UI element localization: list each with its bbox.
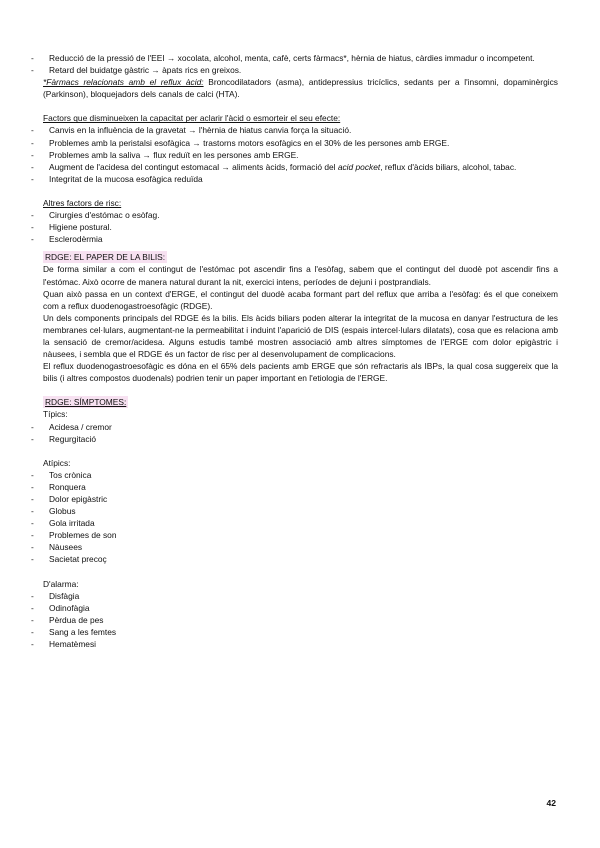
bilis-paragraph: Un dels components principals del RDGE és la bilis. Els àcids biliars poden alterar la integritat de la mucosa en danyar l'estructura de les membranes cel·lulars, augmentant-ne la permeabilitat i induint l'aparició de DIS (espais intercel·lulars dilatats), cosa que es relaciona amb la sensació de cremor/acidesa. Alguns estudis també mostren associació amb altres símptomes de l'ERGE com dolor epigàstric i nàusees, i sembla que el RDGE és un factor de risc per al desenvolupament de complicacions. [43,312,558,360]
bilis-paragraph: Quan això passa en un context d'ERGE, el contingut del duodè acaba formant part del reflux que arriba a l'esòfag: és el que coneixem com a reflux duodenogastroesofàgic (RDGE). [43,288,558,311]
list-item: - Nàusees [30,541,558,553]
altres-heading: Altres factors de risc: [43,197,122,208]
bilis-paragraph: De forma similar a com el contingut de l'estómac pot ascendir fins a l'esòfag, sabem que el contingut del duodè pot ascendir fins a l'estómac. Això ocorre de manera natural durant la nit, exercici intens, períodes de dejuni i postprandials. [43,264,558,287]
acid-item-prefix: Augment de l'acidesa del contingut estomacal → aliments àcids, formació del [49,161,338,172]
list-item [30,161,558,173]
list-item: - Globus [30,505,558,517]
list-item: - Canvis en la influència de la gravetat → l'hèrnia de hiatus canvia força la situació. [30,124,558,136]
list-item: - Higiene postural. [30,221,558,233]
bilis-heading: RDGE: EL PAPER DE LA BILIS: [45,252,166,263]
list-item: - Problemes amb la saliva → flux reduït en les persones amb ERGE. [30,149,558,161]
list-item: - Reducció de la pressió de l'EEI → xocolata, alcohol, menta, cafè, certs fàrmacs*, hèrnia de hiatus, càrdies immadur o incompetent. [30,52,558,64]
symptoms-heading: RDGE: SÍMPTOMES: [45,397,127,408]
drug-note [30,76,558,100]
factors-heading: Factors que disminueixen la capacitat per aclarir l'àcid o esmorteir el seu efecte: [43,113,341,124]
factors-list [30,124,558,184]
symptoms-heading-row [30,396,558,408]
list-item: - Cirurgies d'estómac o esòfag. [30,209,558,221]
list-item: - Hematèmesi [30,638,558,650]
list-item: - Odinofàgia [30,602,558,614]
bilis-heading-row [30,251,558,263]
list-item: - Sacietat precoç [30,553,558,565]
atypical-list [30,469,558,566]
altres-heading-row [30,197,558,209]
typical-label: Típics: [43,409,68,420]
list-item: - Problemes amb la peristalsi esofàgica → trastorns motors esofàgics en el 30% de les persones amb ERGE. [30,137,558,149]
list-item: - Esclerodèrmia [30,233,558,245]
drug-note-text: Broncodilatadors (asma), antidepressius tricíclics, sedants per a l'insomni, dopaminèrgics (Parkinson), bloquejadors dels canals de calci (HTA). [43,77,558,100]
alarm-list [30,590,558,650]
acid-item-suffix: , reflux d'àcids biliars, alcohol, tabac. [380,161,517,172]
list-item: - Pèrdua de pes [30,614,558,626]
list-item: - Integritat de la mucosa esofàgica reduïda [30,173,558,185]
page-number: 42 [546,798,556,808]
atypical-label: Atípics: [43,457,71,468]
bilis-paragraph: El reflux duodenogastroesofàgic es dóna en el 65% dels pacients amb ERGE que són refractaris als IBPs, la qual cosa suggereix que la bilis (i altres compostos duodenals) podrien tenir un paper important en l'etiologia de l'ERGE. [43,361,558,384]
list-item: - Acidesa / cremor [30,421,558,433]
list-item: - Sang a les femtes [30,626,558,638]
list-item: - Dolor epigàstric [30,493,558,505]
acid-item-italic: acid pocket [337,161,381,172]
causes-list [30,52,558,76]
list-item: - Regurgitació [30,433,558,445]
list-item: - Ronquera [30,481,558,493]
list-item: - Tos crònica [30,469,558,481]
list-item: - Gola irritada [30,517,558,529]
factors-heading-row [30,112,558,124]
list-item: - Problemes de son [30,529,558,541]
list-item: - Disfàgia [30,590,558,602]
list-item: - Retard del buidatge gàstric → àpats rics en greixos. [30,64,558,76]
document-body [30,52,558,650]
drug-note-label: *Fàrmacs relacionats amb el reflux àcid: [43,77,204,88]
altres-list [30,209,558,245]
alarm-label: D'alarma: [43,578,79,589]
typical-list [30,421,558,445]
